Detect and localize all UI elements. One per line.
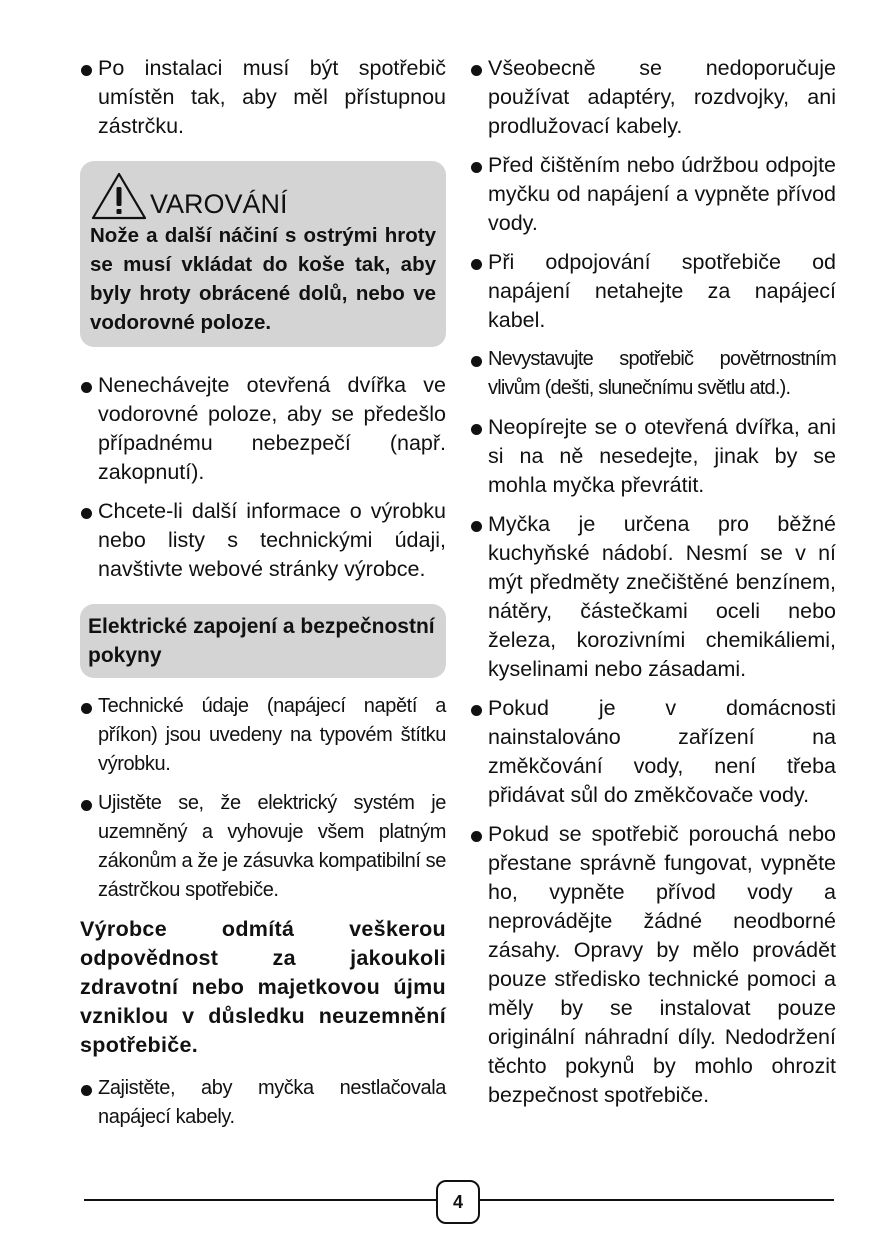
bullet-fault: Pokud se spotřebič porouchá nebo přestane správně fungovat, vypněte ho, vypněte přívod vody a neprovádějte žádné neodborné zásahy. Opravy by mělo provádět pouze středisko technické pomoci a měly by se instalovat pouze originální náhradní díly. Nedodržení těchto pokynů by mohlo ohrozit bezpečnost spotřebiče. [470, 820, 836, 1110]
footer-rule-right [480, 1199, 834, 1201]
bullet-grounding: Ujistěte se, že elektrický systém je uzemněný a vyhovuje všem platným zákonům a že je zásuvka kompatibilní se zástrčkou spotřebiče. [80, 789, 446, 905]
bullet-dot-icon [81, 703, 92, 714]
bullet-cables: Zajistěte, aby myčka nestlačovala napájecí kabely. [80, 1074, 446, 1132]
bullet-dot-icon [471, 259, 482, 270]
bullet-dot-icon [471, 831, 482, 842]
page-number: 4 [436, 1180, 480, 1224]
warning-box [80, 161, 446, 347]
bullet-info: Chcete-li další informace o výrobku nebo listy s technickými údaji, navštivte webové stránky výrobce. [80, 497, 446, 584]
bullet-adapters: Všeobecně se nedoporučuje používat adaptéry, rozdvojky, ani prodlužovací kabely. [470, 54, 836, 141]
section-heading: Elektrické zapojení a bezpečnostní pokyny [80, 604, 446, 678]
bullet-dot-icon [81, 382, 92, 393]
bullet-dot-icon [81, 65, 92, 76]
disclaimer-paragraph: Výrobce odmítá veškerou odpovědnost za jakoukoli zdravotní nebo majetkovou újmu vzniklou v důsledku neuzemnění spotřebiče. [80, 917, 446, 1057]
left-column [80, 54, 446, 1142]
bullet-lean: Neopírejte se o otevřená dvířka, ani si na ně nesedejte, jinak by se mohla myčka převrátit. [470, 413, 836, 500]
warning-header [90, 169, 436, 221]
bullet-dot-icon [471, 356, 482, 367]
bullet-purpose: Myčka je určena pro běžné kuchyňské nádobí. Nesmí se v ní mýt předměty znečištěné benzínem, nátěry, částečkami oceli nebo železa, korozivními chemikáliemi, kyselinami nebo zásadami. [470, 510, 836, 684]
bullet-dot-icon [471, 705, 482, 716]
bullet-unplug: Při odpojování spotřebiče od napájení netahejte za napájecí kabel. [470, 248, 836, 335]
warning-triangle-icon [90, 171, 148, 221]
bullet-softener: Pokud je v domácnosti nainstalováno zařízení na změkčování vody, není třeba přidávat sůl do změkčovače vody. [470, 694, 836, 810]
bullet-door: Nenechávejte otevřená dvířka ve vodorovné poloze, aby se předešlo případnému nebezpečí (např. zakopnutí). [80, 371, 446, 487]
warning-title: VAROVÁNÍ [150, 189, 288, 219]
bullet-dot-icon [471, 65, 482, 76]
footer-rule-left [84, 1199, 436, 1201]
bullet-dot-icon [471, 162, 482, 173]
bullet-cleaning: Před čištěním nebo údržbou odpojte myčku od napájení a vypněte přívod vody. [470, 151, 836, 238]
bullet-dot-icon [471, 521, 482, 532]
bullet-weather: Nevystavujte spotřebič povětrnostním vlivům (dešti, slunečnímu světlu atd.). [470, 345, 836, 403]
bullet-dot-icon [471, 424, 482, 435]
warning-text: Nože a další náčiní s ostrými hroty se musí vkládat do koše tak, aby byly hroty obrácené dolů, nebo ve vodorovné poloze. [90, 224, 436, 334]
bullet-dot-icon [81, 800, 92, 811]
right-column [470, 54, 836, 1120]
bullet-dot-icon [81, 508, 92, 519]
bullet-install: Po instalaci musí být spotřebič umístěn tak, aby měl přístupnou zástrčku. [80, 54, 446, 141]
bullet-technical: Technické údaje (napájecí napětí a příkon) jsou uvedeny na typovém štítku výrobku. [80, 692, 446, 779]
bullet-dot-icon [81, 1085, 92, 1096]
